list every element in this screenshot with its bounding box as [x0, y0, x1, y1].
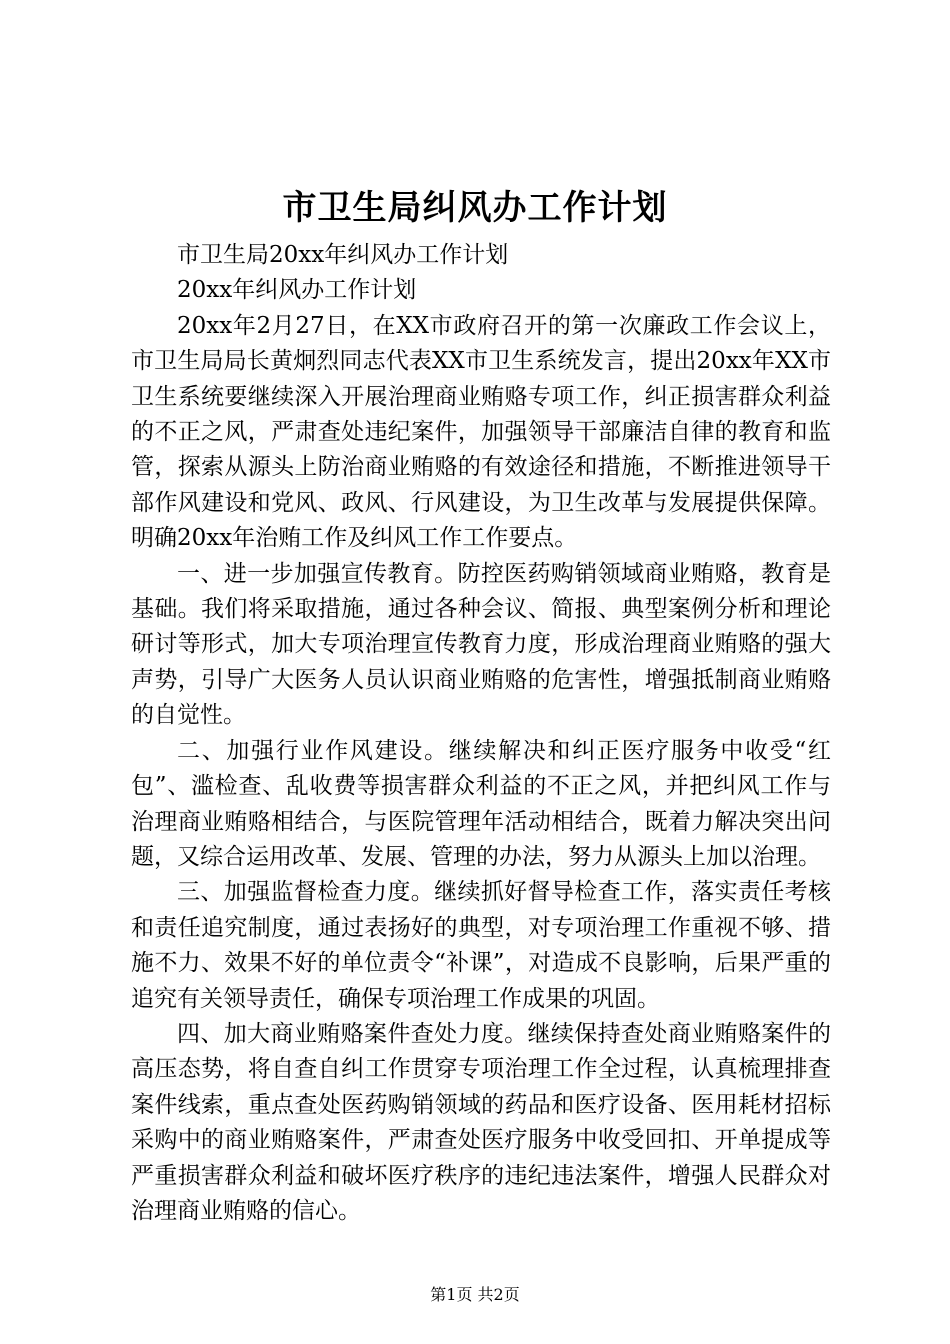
document-body: [131, 238, 831, 1229]
subtitle-line: 20xx年纠风办工作计划: [177, 277, 417, 304]
section-paragraph: 三、加强监督检查力度。继续抓好督导检查工作，落实责任考核和责任追究制度，通过表扬好的典型，对专项治理工作重视不够、措施不力、效果不好的单位责令“补课”，对造成不良影响，后果严重的追究有关领导责任，确保专项治理工作成果的巩固。: [131, 879, 831, 1012]
page-number-footer: 第1页 共2页: [430, 1285, 520, 1304]
section-paragraph: 一、进一步加强宣传教育。防控医药购销领域商业贿赂，教育是基础。我们将采取措施，通过各种会议、简报、典型案例分析和理论研讨等形式，加大专项治理宣传教育力度，形成治理商业贿赂的强大声势，引导广大医务人员认识商业贿赂的危害性，增强抵制商业贿赂的自觉性。: [131, 560, 831, 729]
section-paragraph: 二、加强行业作风建设。继续解决和纠正医疗服务中收受“红包”、滥检查、乱收费等损害群众利益的不正之风，并把纠风工作与治理商业贿赂相结合，与医院管理年活动相结合，既着力解决突出问题，又综合运用改革、发展、管理的办法，努力从源头上加以治理。: [131, 737, 831, 870]
subtitle-line: 市卫生局20xx年纠风办工作计划: [177, 242, 509, 268]
section-paragraph: 四、加大商业贿赂案件查处力度。继续保持查处商业贿赂案件的高压态势，将自查自纠工作贯穿专项治理工作全过程，认真梳理排查案件线索，重点查处医药购销领域的药品和医疗设备、医用耗材招标采购中的商业贿赂案件，严肃查处医疗服务中收受回扣、开单提成等严重损害群众利益和破坏医疗秩序的违纪违法案件，增强人民群众对治理商业贿赂的信心。: [131, 1020, 831, 1224]
document-title: 市卫生局纠风办工作计划: [282, 188, 668, 228]
intro-paragraph: 20xx年2月27日，在XX市政府召开的第一次廉政工作会议上，市卫生局局长黄炯烈同志代表XX市卫生系统发言，提出20xx年XX市卫生系统要继续深入开展治理商业贿赂专项工作，纠正损害群众利益的不正之风，严肃查处违纪案件，加强领导干部廉洁自律的教育和监管，探索从源头上防治商业贿赂的有效途径和措施，不断推进领导干部作风建设和党风、政风、行风建设，为卫生改革与发展提供保障。明确20xx年治贿工作及纠风工作工作要点。: [131, 312, 831, 552]
